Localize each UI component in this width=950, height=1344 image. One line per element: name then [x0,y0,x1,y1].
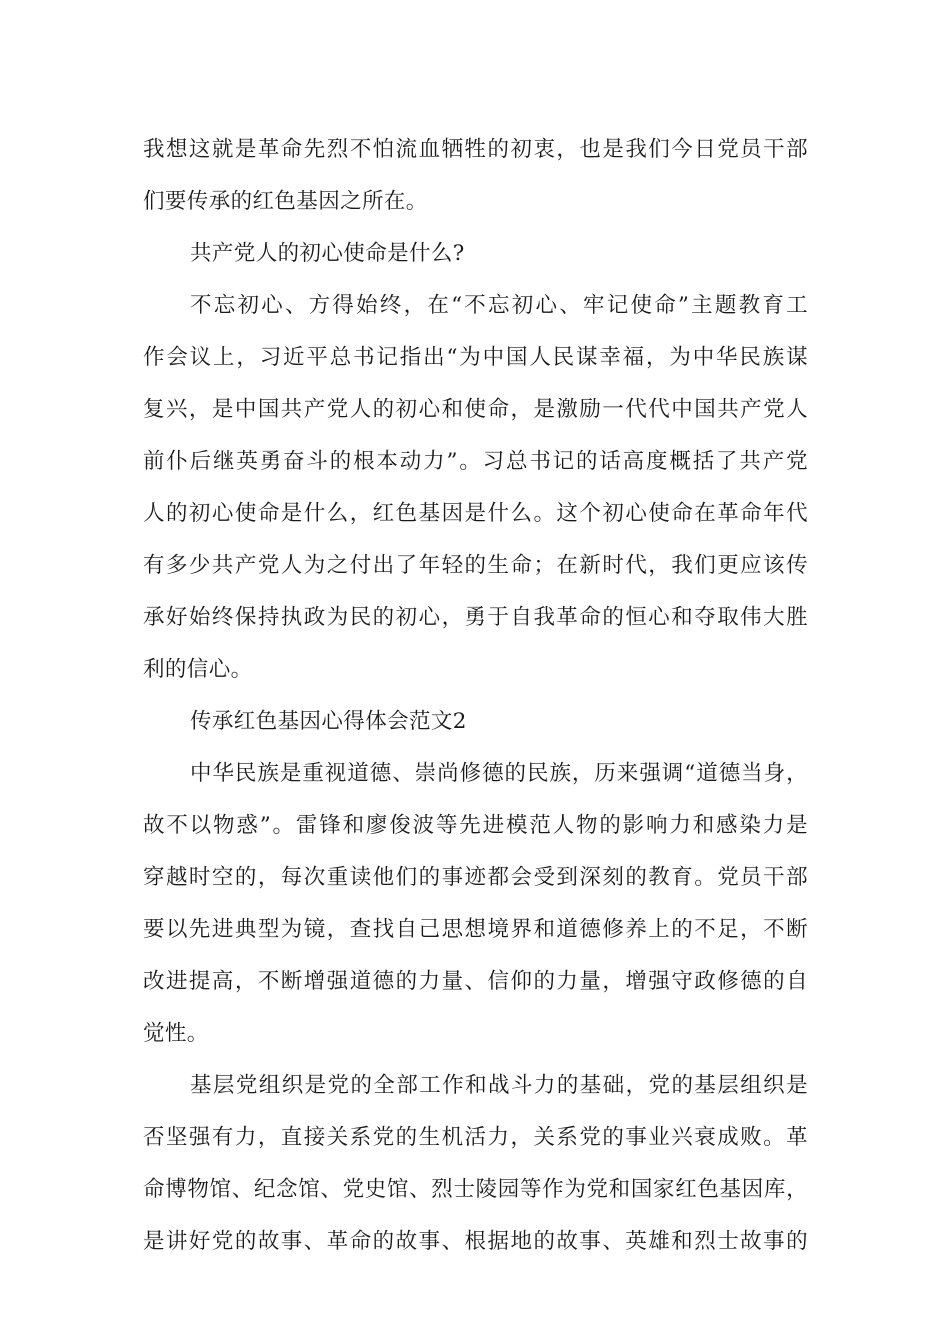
text-line: 我想这就是革命先烈不怕流血牺牲的初衷，也是我们今日党员干部 [143,137,808,162]
text-line: 觉性。 [143,1021,209,1046]
section-question: 共产党人的初心使命是什么? [190,241,465,266]
text-line: 利的信心。 [143,657,253,682]
text-line: 故不以物惑”。雷锋和廖俊波等先进模范人物的影响力和感染力是 [143,813,808,838]
text-line: 们要传承的红色基因之所在。 [143,189,428,214]
text-line: 人的初心使命是什么，红色基因是什么。这个初心使命在革命年代 [143,501,808,526]
paragraph [143,1060,808,1268]
text-line: 中华民族是重视道德、崇尚修德的民族，历来强调“道德当身， [190,761,808,786]
section-heading: 传承红色基因心得体会范文2 [190,709,467,734]
text-line: 前仆后继英勇奋斗的根本动力”。习总书记的话高度概括了共产党 [143,449,808,474]
document-page [143,124,808,1268]
text-line: 改进提高，不断增强道德的力量、信仰的力量，增强守政修德的自 [143,969,808,994]
paragraph [143,228,808,280]
text-line: 否坚强有力，直接关系党的生机活力，关系党的事业兴衰成败。革 [143,1125,808,1150]
paragraph [143,124,808,228]
paragraph [143,748,808,1060]
text-line: 不忘初心、方得始终，在“不忘初心、牢记使命”主题教育工 [190,293,808,318]
paragraph [143,280,808,696]
text-line: 要以先进典型为镜，查找自己思想境界和道德修养上的不足，不断 [143,917,808,942]
text-line: 基层党组织是党的全部工作和战斗力的基础，党的基层组织是 [190,1073,808,1098]
text-line: 穿越时空的，每次重读他们的事迹都会受到深刻的教育。党员干部 [143,865,808,890]
text-line: 命博物馆、纪念馆、党史馆、烈士陵园等作为党和国家红色基因库， [143,1177,808,1202]
text-line: 作会议上，习近平总书记指出“为中国人民谋幸福，为中华民族谋 [143,345,808,370]
text-line: 承好始终保持执政为民的初心，勇于自我革命的恒心和夺取伟大胜 [143,605,808,630]
text-line: 复兴，是中国共产党人的初心和使命，是激励一代代中国共产党人 [143,397,808,422]
text-line: 有多少共产党人为之付出了年轻的生命；在新时代，我们更应该传 [143,553,808,578]
paragraph [143,696,808,748]
text-line: 是讲好党的故事、革命的故事、根据地的故事、英雄和烈士故事的 [143,1229,808,1254]
